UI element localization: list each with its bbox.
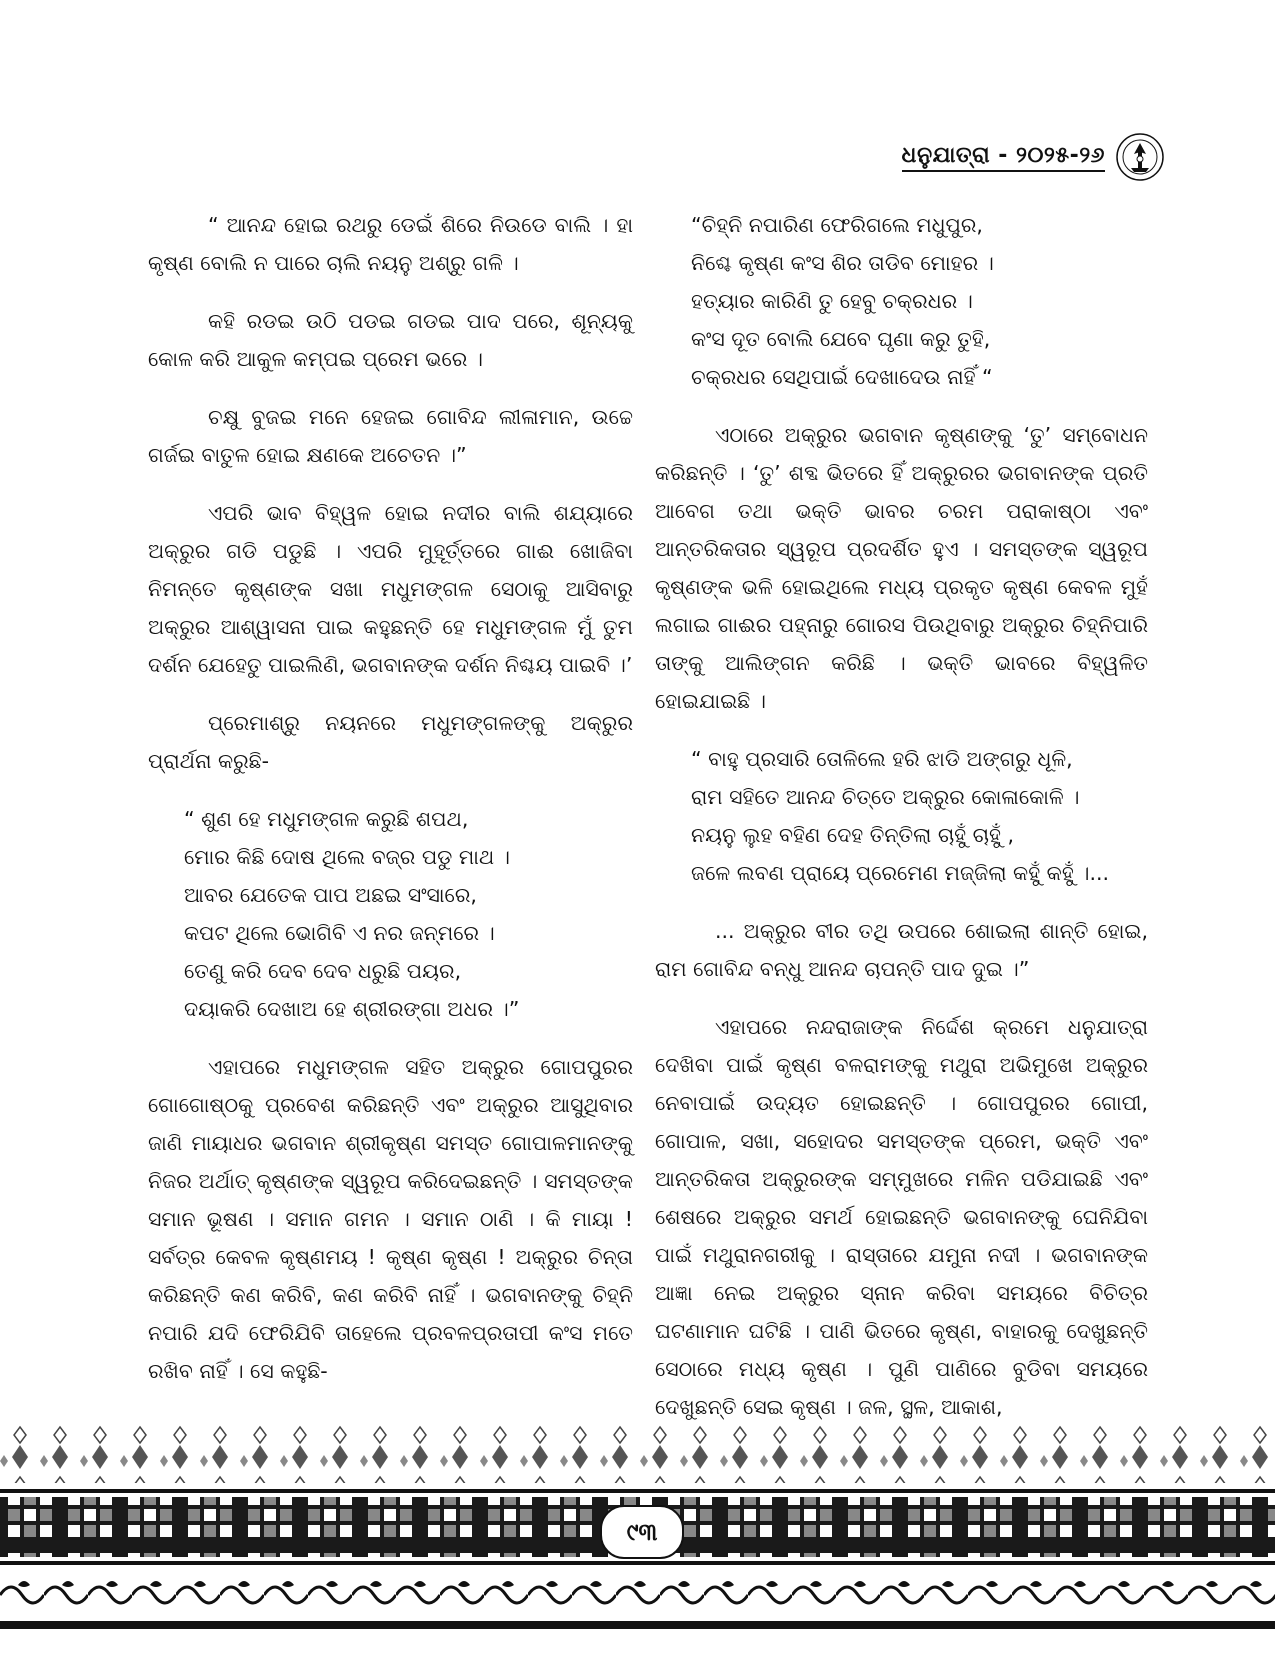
- verse-line: କଂସ ଦୂତ ବୋଲି ଯେବେ ଘୃଣା କରୁ ତୁହି,: [691, 327, 991, 351]
- verse-line: ଆବର ଯେତେକ ପାପ ଅଛଇ ସଂସାରେ,: [184, 883, 477, 907]
- paragraph: ... ଅକ୍ରୁର ବୀର ତଥି ଉପରେ ଶୋଇଲା ଶାନ୍ତି ହୋଇ, ରାମ ଗୋବିନ୍ଦ ବନ୍ଧୁ ଆନନ୍ଦ ଚାପନ୍ତି ପାଦ ଦୁଇ ।”: [655, 919, 1148, 981]
- verse-block: [691, 206, 1148, 396]
- page-number: ୯୩: [600, 1505, 684, 1559]
- running-title: ଧନୁଯାତ୍ରା - ୨୦୨୫-୨୬: [902, 143, 1105, 172]
- paragraph: ଚକ୍ଷୁ ବୁଜଇ ମନେ ହେଜଇ ଗୋବିନ୍ଦ ଲୀଳାମାନ, ଉଚ୍ଚେ ଗର୍ଜଇ ବାତୁଳ ହୋଇ କ୍ଷଣକେ ଅଚେତନ ।”: [148, 405, 633, 467]
- verse-line: ନିଶ୍ଚେ କୃଷ୍ଣ କଂସ ଶିର ତାଡିବ ମୋହର ।: [691, 251, 994, 275]
- paragraph: ପ୍ରେମାଶ୍ରୁ ନୟନରେ ମଧୁମଙ୍ଗଳଙ୍କୁ ଅକ୍ରୁର ପ୍ରାର୍ଥନା କରୁଛି-: [148, 711, 633, 773]
- verse-line: ଚକ୍ରଧର ସେଥିପାଇଁ ଦେଖାଦେଉ ନାହିଁ “: [691, 365, 993, 389]
- verse-line: ହତ୍ୟାର କାରିଣି ତୁ ହେବୁ ଚକ୍ରଧର ।: [691, 289, 973, 313]
- verse-line: “ ବାହୁ ପ୍ରସାରି ତୋଳିଲେ ହରି ଝାଡି ଅଙ୍ଗରୁ ଧୂଳି,: [691, 747, 1073, 771]
- verse-line: ଜଳେ ଲବଣ ପ୍ରାୟେ ପ୍ରେମେଣ ମଜ୍ଜିଲା କହୁଁ କହୁଁ ।...: [691, 861, 1110, 885]
- verse-line: “ଚିହ୍ନି ନପାରିଣ ଫେରିଗଲେ ମଧୁପୁର,: [691, 213, 983, 237]
- verse-line: ତେଣୁ କରି ଦେବ ଦେବ ଧରୁଛି ପୟର,: [184, 959, 462, 983]
- footer-border: [0, 1425, 1275, 1650]
- paragraph: ଏପରି ଭାବ ବିହ୍ୱଳ ହୋଇ ନଦୀର ବାଲି ଶଯ୍ୟାରେ ଅକ୍ରୁର ଗଡି ପଡୁଛି । ଏପରି ମୁହୂର୍ତ୍ତରେ ଗାଈ ଖୋଜିବା ନିମନ୍ତେ କୃଷ୍ଣଙ୍କ ସଖା ମଧୁମଙ୍ଗଳ ସେଠାକୁ ଆସିବାରୁ ଅକ୍ରୁର ଆଶ୍ୱାସନା ପାଇ କହୁଛନ୍ତି ହେ ମଧୁମଙ୍ଗଳ ମୁଁ ତୁମ ଦର୍ଶନ ଯେହେତୁ ପାଇଲିଣି, ଭଗବାନଙ୍କ ଦର୍ଶନ ନିଶ୍ଚୟ ପାଇବି ।’: [148, 501, 633, 677]
- paragraph: ଏହାପରେ ନନ୍ଦରାଜାଙ୍କ ନିର୍ଦ୍ଦେଶ କ୍ରମେ ଧନୁଯାତ୍ରା ଦେଖିବା ପାଇଁ କୃଷ୍ଣ ବଳରାମଙ୍କୁ ମଥୁରା ଅଭିମୁଖେ ଅକ୍ରୁର ନେବାପାଇଁ ଉଦ୍ୟତ ହୋଇଛନ୍ତି । ଗୋପପୁରର ଗୋପୀ, ଗୋପାଳ, ସଖା, ସହୋଦର ସମସ୍ତଙ୍କ ପ୍ରେମ, ଭକ୍ତି ଏବଂ ଆନ୍ତରିକତା ଅକ୍ରୁରଙ୍କ ସମ୍ମୁଖରେ ମଳିନ ପଡିଯାଇଛି ଏବଂ ଶେଷରେ ଅକ୍ରୁର ସମର୍ଥ ହୋଇଛନ୍ତି ଭଗବାନଙ୍କୁ ଘେନିଯିବା ପାଇଁ ମଥୁରାନଗରୀକୁ । ରାସ୍ତାରେ ଯମୁନା ନଦୀ । ଭଗବାନଙ୍କ ଆଜ୍ଞା ନେଇ ଅକ୍ରୁର ସ୍ନାନ କରିବା ସମୟରେ ବିଚିତ୍ର ଘଟଣାମାନ ଘଟିଛି । ପାଣି ଭିତରେ କୃଷ୍ଣ, ବାହାରକୁ ଦେଖୁଛନ୍ତି ସେଠାରେ ମଧ୍ୟ କୃଷ୍ଣ । ପୁଣି ପାଣିରେ ବୁଡିବା ସମୟରେ ଦେଖୁଛନ୍ତି ସେଇ କୃଷ୍ଣ । ଜଳ, ସ୍ଥଳ, ଆକାଶ,: [655, 1015, 1148, 1419]
- verse-line: ମୋର କିଛି ଦୋଷ ଥିଲେ ବଜ୍ର ପଡୁ ମାଥ ।: [184, 845, 510, 869]
- verse-block: [691, 740, 1148, 892]
- verse-line: ଦୟାକରି ଦେଖାଅ ହେ ଶ୍ରୀରଙ୍ଗା ଅଧର ।”: [184, 997, 520, 1021]
- page-header: [902, 132, 1165, 182]
- verse-line: “ ଶୁଣ ହେ ମଧୁମଙ୍ଗଳ କରୁଛି ଶପଥ,: [184, 807, 469, 831]
- verse-line: ନୟନୁ ଲୁହ ବହିଣ ଦେହ ତିନ୍ତିଲା ଚାହୁଁ ଚାହୁଁ ,: [691, 823, 1014, 847]
- paragraph: କହି ରଡଇ ଉଠି ପଡଇ ଗଡଇ ପାଦ ପରେ, ଶୂନ୍ୟକୁ କୋଳ କରି ଆକୁଳ କମ୍ପଇ ପ୍ରେମ ଭରେ ।: [148, 309, 633, 371]
- paragraph: “ ଆନନ୍ଦ ହୋଇ ରଥରୁ ଡେଇଁ ଶିରେ ନିଉଡେ ବାଲି । ହା କୃଷ୍ଣ ବୋଲି ନ ପାରେ ଚାଲି ନୟନୁ ଅଶ୍ରୁ ଗଳି ।: [148, 213, 633, 275]
- left-column: [148, 206, 633, 1410]
- paragraph: ଏହାପରେ ମଧୁମଙ୍ଗଳ ସହିତ ଅକ୍ରୁର ଗୋପପୁରର ଗୋଗୋଷ୍ଠକୁ ପ୍ରବେଶ କରିଛନ୍ତି ଏବଂ ଅକ୍ରୁର ଆସୁଥିବାର ଜାଣି ମାୟାଧର ଭଗବାନ ଶ୍ରୀକୃଷ୍ଣ ସମସ୍ତ ଗୋପାଳମାନଙ୍କୁ ନିଜର ଅର୍ଥାତ୍ କୃଷ୍ଣଙ୍କ ସ୍ୱରୂପ କରିଦେଇଛନ୍ତି । ସମସ୍ତଙ୍କ ସମାନ ଭୂଷଣ । ସମାନ ଗମନ । ସମାନ ଠାଣି । କି ମାୟା ! ସର୍ବତ୍ର କେବଳ କୃଷ୍ଣମୟ ! କୃଷ୍ଣ କୃଷ୍ଣ ! ଅକ୍ରୁର ଚିନ୍ତା କରିଛନ୍ତି କଣ କରିବି, କଣ କରିବି ନାହିଁ । ଭଗବାନଙ୍କୁ ଚିହ୍ନି ନପାରି ଯଦି ଫେରିଯିବି ତାହେଲେ ପ୍ରବଳପ୍ରତାପୀ କଂସ ମତେ ରଖିବ ନାହିଁ । ସେ କହୁଛି-: [148, 1055, 633, 1383]
- verse-line: ରାମ ସହିତେ ଆନନ୍ଦ ଚିତ୍ତେ ଅକ୍ରୁର କୋଳାକୋଳି ।: [691, 785, 1080, 809]
- paragraph: ଏଠାରେ ଅକ୍ରୁର ଭଗବାନ କୃଷ୍ଣଙ୍କୁ ‘ତୁ’ ସମ୍ବୋଧନ କରିଛନ୍ତି । ‘ତୁ’ ଶବ୍ଦ ଭିତରେ ହିଁ ଅକ୍ରୁରର ଭଗବାନଙ୍କ ପ୍ରତି ଆବେଗ ତଥା ଭକ୍ତି ଭାବର ଚରମ ପରାକାଷ୍ଠା ଏବଂ ଆନ୍ତରିକତାର ସ୍ୱରୂପ ପ୍ରଦର୍ଶିତ ହୁଏ । ସମସ୍ତଙ୍କ ସ୍ୱରୂପ କୃଷ୍ଣଙ୍କ ଭଳି ହୋଇଥିଲେ ମଧ୍ୟ ପ୍ରକୃତ କୃଷ୍ଣ କେବଳ ମୁହଁ ଲଗାଇ ଗାଈର ପହ୍ନାରୁ ଗୋରସ ପିଉଥିବାରୁ ଅକ୍ରୁର ଚିହ୍ନିପାରି ତାଙ୍କୁ ଆଲିଙ୍ଗନ କରିଛି । ଭକ୍ତି ଭାବରେ ବିହ୍ୱଳିତ ହୋଇଯାଇଛି ।: [655, 423, 1148, 713]
- verse-line: କପଟ ଥିଲେ ଭୋଗିବି ଏ ନର ଜନ୍ମରେ ।: [184, 921, 495, 945]
- right-column: [655, 206, 1148, 1446]
- verse-block: [184, 800, 633, 1028]
- emblem-logo: [1115, 132, 1165, 182]
